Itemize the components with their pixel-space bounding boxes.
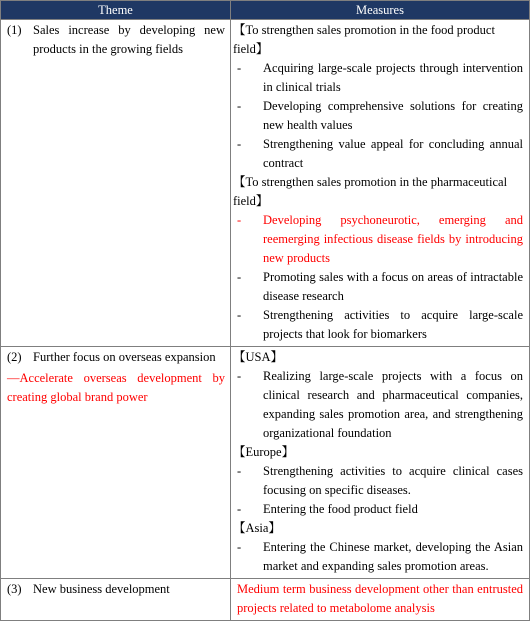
theme-text (33, 348, 225, 367)
measure-item (237, 500, 523, 519)
measures-cell (231, 347, 530, 579)
measure-text: Strengthening activities to acquire clinical cases focusing on specific diseases. (263, 464, 523, 497)
dash-marker: - (237, 464, 242, 478)
dash-marker: - (237, 99, 242, 113)
measure-text: Acquiring large-scale projects through intervention in clinical trials (263, 61, 523, 94)
table-row (1, 347, 530, 579)
dash-marker: - (237, 61, 242, 75)
row-number: (1) (7, 23, 22, 37)
dash-marker: - (237, 137, 242, 151)
theme-main-text: Further focus on overseas expansion (33, 350, 216, 364)
header-row (1, 1, 530, 20)
measure-item (237, 306, 523, 344)
measure-item (237, 59, 523, 97)
measure-item (237, 462, 523, 500)
measure-text: Promoting sales with a focus on areas of intractable disease research (263, 270, 523, 303)
measure-heading: 【Europe】 (233, 445, 295, 459)
measure-item (237, 367, 523, 443)
measures-cell (231, 579, 530, 621)
theme-cell (1, 20, 231, 347)
measure-text: Realizing large-scale projects with a focus on clinical research and pharmaceutical companies, expanding sales promotion area, and strengthening organizational foundation (263, 369, 523, 440)
measure-heading: 【To strengthen sales promotion in the pharmaceutical field】 (233, 175, 508, 208)
row-number: (2) (7, 350, 22, 364)
measure-text: Strengthening activities to acquire large-scale projects that look for biomarkers (263, 308, 523, 341)
measure-heading: 【To strengthen sales promotion in the food product field】 (233, 23, 495, 56)
measure-item (237, 135, 523, 173)
dash-marker: - (237, 502, 242, 516)
measures-cell (231, 20, 530, 347)
theme-cell (1, 347, 231, 579)
theme-text: New business development (33, 582, 170, 596)
dash-marker: - (237, 308, 242, 322)
theme-column-header: Theme (1, 1, 231, 20)
measure-item-highlighted (237, 211, 523, 268)
table-row (1, 20, 530, 347)
theme-subtitle: —Accelerate overseas development by creating global brand power (7, 371, 225, 404)
dash-marker: - (237, 369, 242, 383)
row-number: (3) (7, 582, 22, 596)
dash-marker: - (237, 213, 242, 227)
measure-heading: 【Asia】 (233, 521, 281, 535)
measure-text: Developing psychoneurotic, emerging and reemerging infectious disease fields by introducing new products (263, 213, 523, 265)
measure-item (237, 268, 523, 306)
measure-text: Strengthening value appeal for concluding annual contract (263, 137, 523, 170)
table-row (1, 579, 530, 621)
measures-column-header: Measures (231, 1, 530, 20)
measure-heading: 【USA】 (233, 350, 284, 364)
measure-text-highlighted: Medium term business development other than entrusted projects related to metabolome analysis (237, 582, 523, 615)
measure-item (237, 97, 523, 135)
theme-cell (1, 579, 231, 621)
measure-text: Developing comprehensive solutions for creating new health values (263, 99, 523, 132)
dash-marker: - (237, 270, 242, 284)
theme-text: Sales increase by developing new products in the growing fields (33, 23, 225, 56)
measure-text: Entering the Chinese market, developing the Asian market and expanding sales promotion areas. (263, 540, 523, 573)
measure-text: Entering the food product field (263, 502, 418, 516)
dash-marker: - (237, 540, 242, 554)
measure-item (237, 538, 523, 576)
